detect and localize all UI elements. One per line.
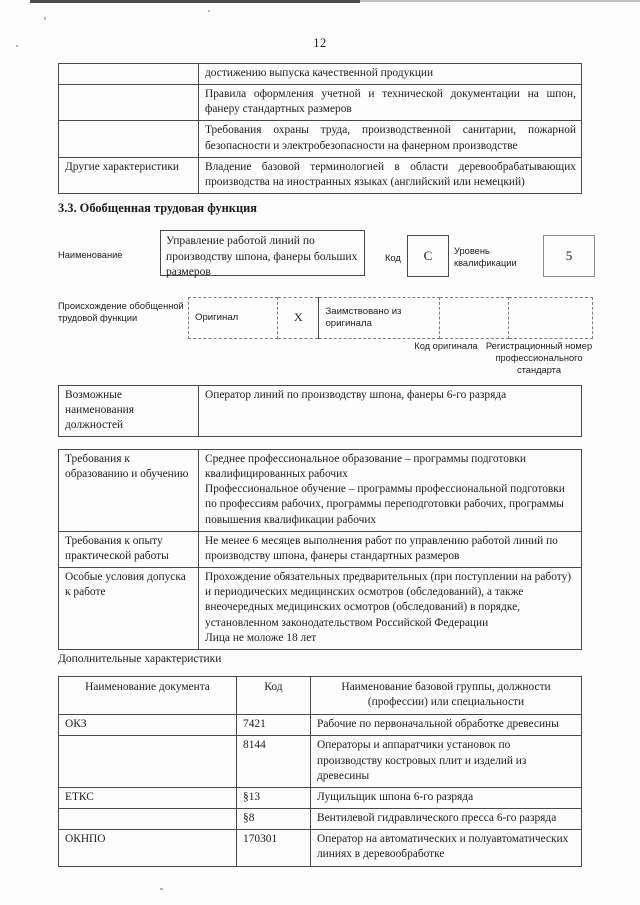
cell-document (59, 736, 237, 787)
row-line: Профессиональное обучение – программы профессиональной подготовки по профессиям рабочих, программы переподготовки рабочих, программы повышения квалификации рабочих (205, 483, 565, 526)
cell-document (59, 809, 237, 830)
code-value-box: C (407, 235, 449, 277)
row-text (199, 531, 582, 567)
origin-block (188, 297, 593, 339)
row-line: Среднее профессиональное образование – программы подготовки квалифицированных рабочих (205, 453, 526, 481)
origin-code-value (439, 298, 508, 339)
column-header-document: Наименование документа (59, 677, 237, 715)
requirements-table (58, 449, 582, 650)
origin-code-caption: Код оригинала (414, 341, 478, 351)
table-row (59, 121, 582, 157)
row-label: Требования к опыту практической работы (59, 531, 199, 567)
cell-code: 7421 (237, 715, 311, 736)
row-label: Особые условия допуска к работе (59, 568, 199, 650)
cell-code: 8144 (237, 736, 311, 787)
code-label: Код (385, 253, 401, 263)
table-row (59, 450, 582, 532)
qualification-level-value-box: 5 (543, 235, 595, 277)
table-row (59, 64, 582, 85)
row-text: Правила оформления учетной и технической документации на шпон, фанеру стандартных размеров (199, 85, 582, 121)
row-line: Не менее 6 месяцев выполнения работ по управлению работой линий по производству шпона, фанеры стандартных размеров (205, 534, 558, 562)
row-text: Владение базовой терминологией в области деревообрабатывающих производства на иностранных языках (английский или немецкий) (199, 157, 582, 193)
origin-table (188, 297, 593, 339)
table-row (59, 568, 582, 650)
naming-value-box: Управление работой линий по производству шпона, фанеры больших размеров (160, 230, 365, 276)
possible-job-titles-table (58, 385, 582, 437)
table-row (59, 386, 582, 437)
additional-characteristics-caption: Дополнительные характеристики (58, 653, 222, 665)
row-label (59, 64, 199, 85)
cell-document: ОКНПО (59, 830, 237, 866)
cell-code: §13 (237, 787, 311, 808)
table-row (59, 809, 582, 830)
page-number: 12 (313, 36, 327, 50)
scan-speck (44, 17, 46, 20)
scan-speck (160, 888, 163, 890)
cell-document: ЕТКС (59, 787, 237, 808)
table-row (59, 715, 582, 736)
origin-regnumber-value (508, 298, 592, 339)
table-row (59, 531, 582, 567)
row-text (199, 568, 582, 650)
scan-speck (208, 10, 210, 12)
cell-code: §8 (237, 809, 311, 830)
table-row (59, 157, 582, 193)
cell-code: 170301 (237, 830, 311, 866)
section-heading: 3.3. Обобщенная трудовая функция (58, 201, 257, 215)
table-row (59, 787, 582, 808)
origin-borrowed-label: Заимствовано из оригинала (319, 298, 439, 339)
naming-label: Наименование (58, 250, 123, 260)
table-row (59, 736, 582, 787)
job-titles-label: Возможные наименования должностей (59, 386, 199, 437)
cell-name: Лущильщик шпона 6-го разряда (311, 787, 582, 808)
cell-name: Рабочие по первоначальной обработке древесины (311, 715, 582, 736)
table-row (59, 85, 582, 121)
scan-artifact-top-right (360, 0, 640, 2)
cell-name: Операторы и аппаратчики установок по производству костровых плит и изделий из древесины (311, 736, 582, 787)
origin-original-label: Оригинал (189, 298, 278, 339)
origin-regnumber-caption: Регистрационный номер профессионального стандарта (485, 341, 593, 375)
origin-label: Происхождение обобщенной трудовой функции (58, 301, 184, 324)
job-titles-value: Оператор линий по производству шпона, фанеры 6-го разряда (199, 386, 582, 437)
table-header-row (59, 677, 582, 715)
knowledge-requirements-table (58, 63, 582, 194)
row-label: Требования к образованию и обучению (59, 450, 199, 532)
cell-name: Оператор на автоматических и полуавтоматических линиях в деревообработке (311, 830, 582, 866)
row-line: Лица не моложе 18 лет (205, 631, 317, 644)
row-text: достижению выпуска качественной продукции (199, 64, 582, 85)
qualification-level-label: Уровень квалификации (454, 246, 517, 269)
table-row (189, 298, 593, 339)
cell-document: ОКЗ (59, 715, 237, 736)
column-header-code: Код (237, 677, 311, 715)
row-text: Требования охраны труда, производственной санитарии, пожарной безопасности и электробезопасности на фанерном производстве (199, 121, 582, 157)
cell-name: Вентилевой гидравлического пресса 6-го разряда (311, 809, 582, 830)
origin-original-mark: X (278, 298, 319, 339)
scan-artifact-top-left (30, 0, 360, 3)
row-label (59, 85, 199, 121)
additional-characteristics-table (58, 676, 582, 867)
row-label: Другие характеристики (59, 157, 199, 193)
row-label (59, 121, 199, 157)
column-header-name: Наименование базовой группы, должности (профессии) или специальности (311, 677, 582, 715)
row-line: Прохождение обязательных предварительных (при поступлении на работу) и периодических медицинских осмотров (обследований), а также внеочередных медицинских осмотров (обследований) в порядке, установленном законодательством Российской Федерации (205, 571, 572, 629)
row-text (199, 450, 582, 532)
table-row (59, 830, 582, 866)
